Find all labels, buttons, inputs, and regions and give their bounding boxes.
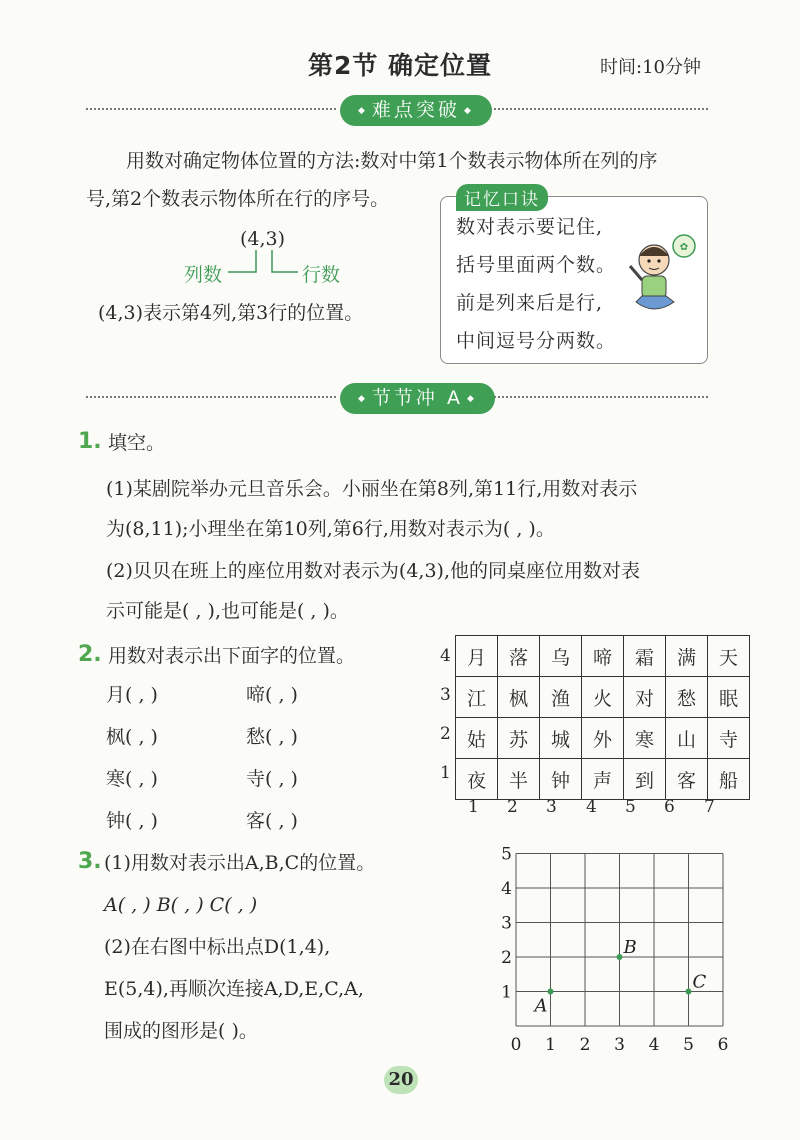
- y-tick-label: 2: [501, 948, 512, 968]
- grid-cell: 半: [498, 759, 540, 800]
- method-line-1: 用数对确定物体位置的方法:数对中第1个数表示物体所在列的序: [126, 150, 658, 172]
- method-line-2: 号,第2个数表示物体所在行的序号。: [86, 188, 390, 210]
- y-tick-label: 4: [501, 879, 512, 899]
- grid-col-label: 5: [625, 797, 636, 817]
- boy-thinking-illustration: [620, 230, 702, 320]
- question-3-number: 3.: [78, 849, 102, 874]
- grid-col-label: 2: [507, 797, 518, 817]
- rhyme-line-1: 数对表示要记住,: [456, 216, 604, 238]
- grid-cell: 寺: [708, 718, 750, 759]
- grid-col-label: 6: [664, 797, 675, 817]
- grid-col-label: 3: [546, 797, 557, 817]
- point-c: [686, 989, 692, 995]
- answer-chou: 愁( , ): [246, 726, 298, 748]
- grid-cell: 客: [666, 759, 708, 800]
- grid-col-label: 7: [704, 797, 715, 817]
- q3-line-4: E(5,4),再顺次连接A,D,E,C,A,: [104, 978, 364, 1000]
- q1-part1-line2: 为(8,11);小理坐在第10列,第6行,用数对表示为( , )。: [106, 518, 555, 540]
- q1-part2-line1: (2)贝贝在班上的座位用数对表示为(4,3),他的同桌座位用数对表: [106, 560, 640, 582]
- grid-cell: 霜: [624, 636, 666, 677]
- time-limit: 时间:10分钟: [600, 57, 701, 78]
- x-tick-label: 1: [545, 1035, 556, 1055]
- grid-cell: 江: [456, 677, 498, 718]
- divider-right: [486, 108, 708, 110]
- x-tick-label: 6: [717, 1035, 729, 1055]
- grid-cell: 到: [624, 759, 666, 800]
- grid-col-label: 1: [468, 797, 479, 817]
- x-tick-label: 0: [510, 1035, 522, 1055]
- q3-line-2: A( , ) B( , ) C( , ): [104, 894, 258, 916]
- y-tick-label: 5: [501, 844, 512, 865]
- grid-row-label: 4: [440, 646, 451, 666]
- grid-cell: 夜: [456, 759, 498, 800]
- q3-line-3: (2)在右图中标出点D(1,4),: [104, 936, 331, 958]
- answer-si: 寺( , ): [246, 768, 298, 790]
- section-badge-difficulty: ◆ 难点突破 ◆: [340, 95, 492, 126]
- answer-han: 寒( , ): [106, 768, 158, 790]
- grid-cell: 火: [582, 677, 624, 718]
- grid-cell: 枫: [498, 677, 540, 718]
- answer-ke: 客( , ): [246, 810, 298, 832]
- grid-cell: 愁: [666, 677, 708, 718]
- pair-example: (4,3): [240, 228, 286, 250]
- svg-text:✿: ✿: [679, 242, 689, 253]
- x-tick-label: 2: [579, 1035, 591, 1055]
- answer-feng: 枫( , ): [106, 726, 158, 748]
- divider-left-2: [86, 396, 336, 398]
- question-2-number: 2.: [78, 642, 102, 667]
- grid-row-label: 1: [440, 763, 451, 783]
- q3-line-5: 围成的图形是( )。: [104, 1020, 258, 1042]
- answer-zhong: 钟( , ): [106, 810, 158, 832]
- grid-cell: 船: [708, 759, 750, 800]
- point-label-b: B: [623, 937, 637, 958]
- section-badge-practice: ◆ 节节冲 A ◆: [340, 383, 495, 414]
- q1-part2-line2: 示可能是( , ),也可能是( , )。: [106, 600, 349, 622]
- memory-rhyme-tag: 记忆口诀: [456, 184, 548, 211]
- grid-cell: 乌: [540, 636, 582, 677]
- question-1-title: 填空。: [108, 432, 166, 454]
- grid-cell: 声: [582, 759, 624, 800]
- grid-cell: 天: [708, 636, 750, 677]
- grid-col-label: 4: [586, 797, 597, 817]
- question-2-title: 用数对表示出下面字的位置。: [108, 645, 356, 667]
- coordinate-grid-chart: [496, 836, 736, 1056]
- point-a: [548, 989, 554, 995]
- grid-row-label: 3: [440, 685, 451, 705]
- column-label: 列数: [184, 264, 223, 286]
- q1-part1-line1: (1)某剧院举办元旦音乐会。小丽坐在第8列,第11行,用数对表示: [106, 478, 638, 500]
- poem-character-grid: [455, 635, 750, 800]
- grid-cell: 月: [456, 636, 498, 677]
- divider-left: [86, 108, 336, 110]
- y-tick-label: 1: [501, 982, 512, 1003]
- x-tick-label: 4: [648, 1035, 660, 1055]
- point-label-c: C: [692, 971, 707, 993]
- rhyme-line-4: 中间逗号分两数。: [456, 330, 617, 352]
- grid-cell: 落: [498, 636, 540, 677]
- page-title: 第2节 确定位置: [307, 51, 493, 80]
- point-b: [617, 954, 623, 960]
- point-label-a: A: [534, 995, 548, 1017]
- question-1-number: 1.: [78, 429, 102, 454]
- rhyme-line-3: 前是列来后是行,: [456, 292, 604, 314]
- divider-right-2: [486, 396, 708, 398]
- grid-cell: 对: [624, 677, 666, 718]
- grid-cell: 钟: [540, 759, 582, 800]
- grid-cell: 啼: [582, 636, 624, 677]
- grid-cell: 山: [666, 718, 708, 759]
- grid-cell: 满: [666, 636, 708, 677]
- x-tick-label: 3: [614, 1035, 625, 1055]
- grid-cell: 苏: [498, 718, 540, 759]
- answer-ti: 啼( , ): [246, 684, 298, 706]
- answer-yue: 月( , ): [106, 684, 158, 706]
- grid-row-label: 2: [440, 724, 451, 744]
- grid-cell: 寒: [624, 718, 666, 759]
- pair-explanation: (4,3)表示第4列,第3行的位置。: [98, 302, 364, 324]
- grid-cell: 渔: [540, 677, 582, 718]
- grid-cell: 外: [582, 718, 624, 759]
- row-label: 行数: [302, 264, 341, 286]
- grid-cell: 城: [540, 718, 582, 759]
- grid-cell: 眠: [708, 677, 750, 718]
- rhyme-line-2: 括号里面两个数。: [456, 254, 617, 276]
- grid-cell: 姑: [456, 718, 498, 759]
- x-tick-label: 5: [683, 1035, 694, 1055]
- page-number: 20: [384, 1066, 418, 1094]
- q3-line-1: (1)用数对表示出A,B,C的位置。: [104, 852, 376, 874]
- y-tick-label: 3: [501, 913, 512, 934]
